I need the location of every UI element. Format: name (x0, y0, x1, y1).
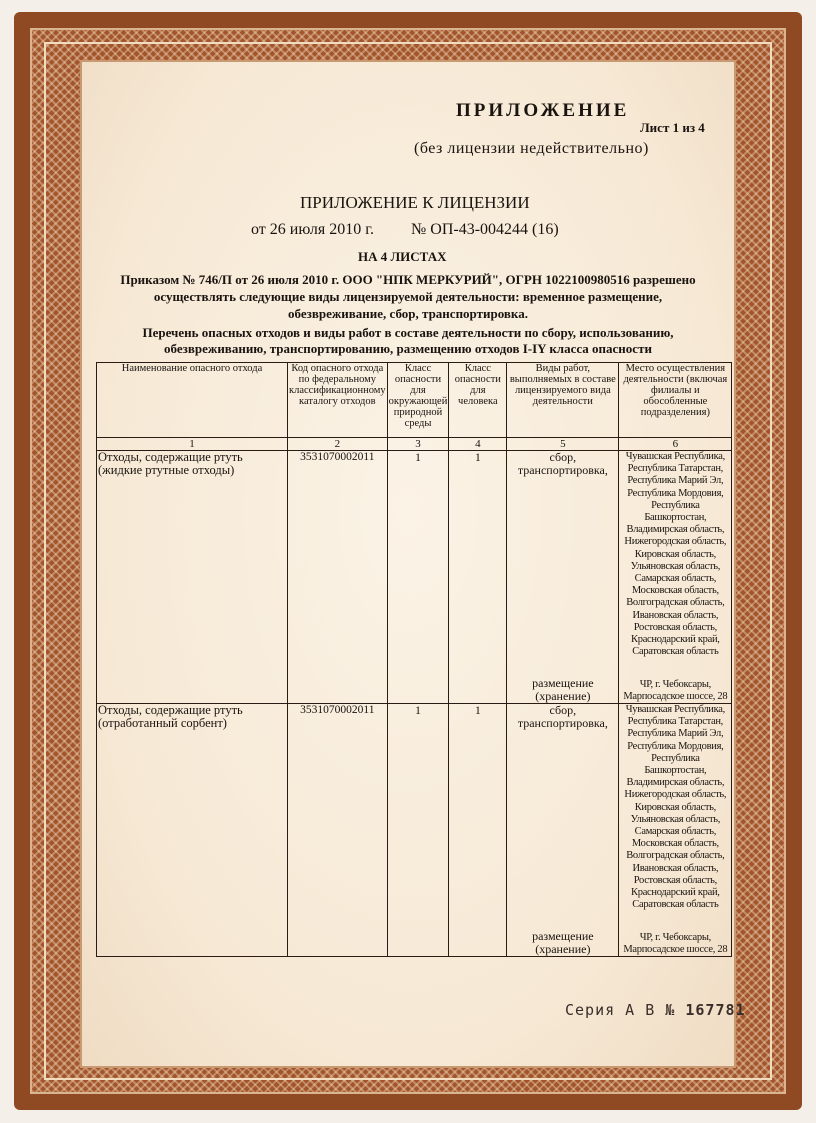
series-label: Серия А В № (565, 1001, 676, 1019)
storage-address: ЧР, г. Чебоксары, Марпосадское шоссе, 28 (623, 678, 728, 702)
region-item: Московская область, (631, 585, 719, 597)
env-class: 1 (387, 451, 449, 704)
region-item: Республика Мордовия, (627, 740, 724, 752)
col-number: 1 (97, 438, 288, 451)
header-waste-name: Наименование опасного отхода (97, 363, 288, 438)
region-item: Республика Татарстан, (627, 463, 724, 475)
region-item: Саратовская область (632, 646, 719, 658)
header-work-types: Виды работ, выполняемых в составе лицензируемого вида деятельности (507, 363, 619, 438)
work-collect-transport: сбор, транспортировка, (517, 450, 608, 477)
work-types (507, 704, 619, 957)
region-item: Нижегородская область, (624, 789, 727, 801)
work-storage: размещение (хранение) (532, 929, 594, 956)
region-item: Саратовская область (632, 899, 719, 911)
region-item: Республика Мордовия, (627, 487, 724, 499)
waste-code: 3531070002011 (288, 704, 388, 957)
region-item: Республика Татарстан, (627, 716, 724, 728)
region-item: Владимирская область, (626, 777, 725, 789)
order-text: Приказом № 746/П от 26 июля 2010 г. ООО "НПК МЕРКУРИЙ", ОГРН 1022100980516 разрешено осуществлять следующие виды лицензируемой деятельности: временное размещение, обезвреживание, сбор, транспортировка. (120, 272, 696, 321)
region-item: Республика (651, 499, 700, 511)
region-item: Краснодарский край, (631, 887, 720, 899)
waste-code: 3531070002011 (288, 451, 388, 704)
region-item: Кировская область, (634, 548, 716, 560)
region-item: Ивановская область, (632, 862, 719, 874)
col-number: 2 (288, 438, 388, 451)
header-env-class: Класс опасности для окружающей природной среды (387, 363, 449, 438)
region-item: Волгоградская область, (626, 597, 725, 609)
region-item: Ростовская область, (633, 621, 717, 633)
region-list (620, 704, 730, 911)
header-location: Место осуществления деятельности (включая филиалы и обособленные подразделения) (619, 363, 732, 438)
license-title: ПРИЛОЖЕНИЕ К ЛИЦЕНЗИИ (300, 193, 530, 212)
region-item: Кировская область, (634, 801, 716, 813)
env-class: 1 (387, 704, 449, 957)
region-item: Владимирская область, (626, 524, 725, 536)
region-item: Ульяновская область, (630, 813, 721, 825)
region-item: Республика (651, 752, 700, 764)
region-item: Республика Марий Эл, (627, 728, 724, 740)
waste-name: Отходы, содержащие ртуть (отработанный сорбент) (97, 704, 288, 957)
human-class: 1 (449, 451, 507, 704)
work-storage: размещение (хранение) (532, 676, 594, 703)
locations (619, 704, 732, 957)
license-date: от 26 июля 2010 г. (251, 221, 374, 238)
table-row (97, 451, 732, 704)
storage-address: ЧР, г. Чебоксары, Марпосадское шоссе, 28 (623, 931, 728, 955)
table-header-row (97, 363, 732, 438)
waste-name: Отходы, содержащие ртуть (жидкие ртутные отходы) (97, 451, 288, 704)
series-number: 167781 (685, 1001, 746, 1019)
region-item: Ивановская область, (632, 609, 719, 621)
region-item: Самарская область, (634, 826, 717, 838)
appendix-title: ПРИЛОЖЕНИЕ (456, 100, 630, 121)
column-number-row (97, 438, 732, 451)
region-item: Краснодарский край, (631, 634, 720, 646)
col-number: 4 (449, 438, 507, 451)
work-types (507, 451, 619, 704)
region-item: Ростовская область, (633, 874, 717, 886)
header-waste-code: Код опасного отхода по федеральному классификационному каталогу отходов (288, 363, 388, 438)
region-item: Нижегородская область, (624, 536, 727, 548)
col-number: 6 (619, 438, 732, 451)
col-number: 3 (387, 438, 449, 451)
table-row (97, 704, 732, 957)
region-item: Республика Марий Эл, (627, 475, 724, 487)
form-series (565, 1001, 746, 1019)
human-class: 1 (449, 704, 507, 957)
region-item: Волгоградская область, (626, 850, 725, 862)
region-item: Чувашская Республика, (625, 704, 725, 715)
region-item: Московская область, (631, 838, 719, 850)
region-item: Чувашская Республика, (625, 451, 725, 462)
col-number: 5 (507, 438, 619, 451)
work-collect-transport: сбор, транспортировка, (517, 703, 608, 730)
region-list (620, 451, 730, 658)
sheet-counter: Лист 1 из 4 (640, 120, 705, 135)
waste-list-title: Перечень опасных отходов и виды работ в составе деятельности по сбору, использованию, обезвреживанию, транспортированию, размещению отходов I-IY класса опасности (142, 325, 674, 356)
license-number: № ОП-43-004244 (16) (411, 221, 559, 238)
header-human-class: Класс опасности для человека (449, 363, 507, 438)
validity-note: (без лицензии недействительно) (414, 140, 649, 157)
region-item: Самарская область, (634, 573, 717, 585)
region-item: Ульяновская область, (630, 560, 721, 572)
region-item: Башкортостан, (644, 765, 707, 777)
license-sheets: НА 4 ЛИСТАХ (358, 249, 447, 264)
waste-table (96, 362, 732, 957)
locations (619, 451, 732, 704)
region-item: Башкортостан, (644, 512, 707, 524)
